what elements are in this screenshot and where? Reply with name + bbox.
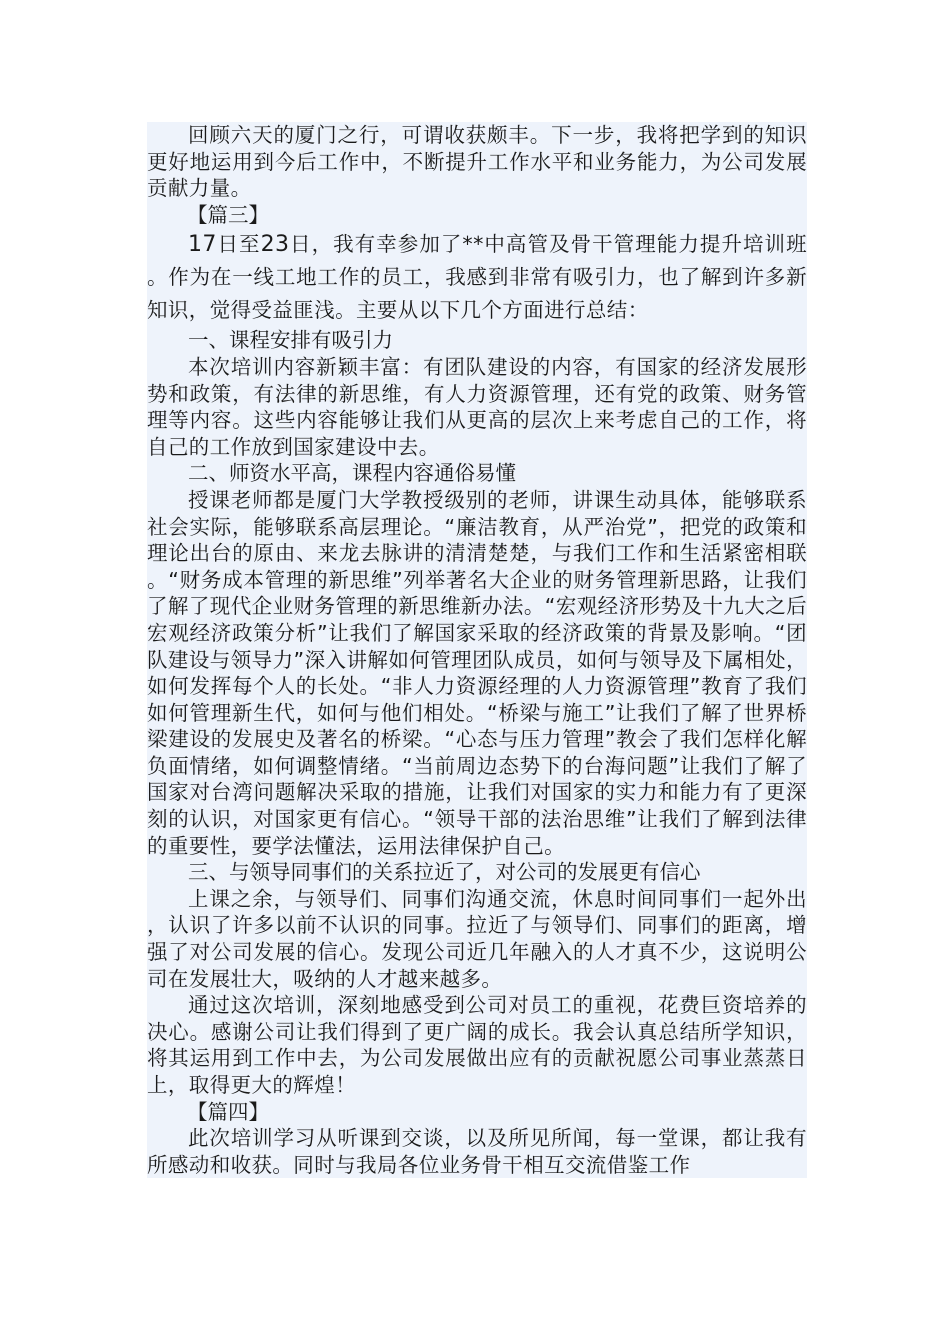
paragraph-course-content: 本次培训内容新颖丰富：有团队建设的内容，有国家的经济发展形势和政策，有法律的新思维，有人力资源管理，还有党的政策、财务管理等内容。这些内容能够让我们从更高的层次上来考虑自己的工作，将自己的工作放到国家建设中去。	[147, 354, 807, 459]
section-title-course-arrangement: 一、课程安排有吸引力	[188, 328, 393, 353]
paragraph-closing-summary: 回顾六天的厦门之行，可谓收获颇丰。下一步，我将把学到的知识更好地运用到今后工作中，不断提升工作水平和业务能力，为公司发展贡献力量。	[147, 123, 807, 201]
intro-text: 日，我有幸参加了**中高管及骨干管理能力提升培训班。作为在一线工地工作的员工，我感到非常有吸引力，也了解到许多新知识，觉得受益匪浅。主要从以下几个方面进行总结：	[147, 232, 807, 323]
paragraph-training-intro	[147, 228, 807, 327]
document-body	[147, 122, 807, 1178]
date-start: 17	[188, 232, 217, 258]
paragraph-colleagues-detail: 上课之余，与领导们、同事们沟通交流，休息时间同事们一起外出，认识了许多以前不认识的同事。拉近了与领导们、同事们的距离，增强了对公司发展的信心。发现公司近几年融入的人才真不少，这说明公司在发展壮大，吸纳的人才越来越多。	[147, 886, 807, 991]
date-connector: 日至	[216, 232, 261, 257]
section-heading-part-four: 【篇四】	[187, 1099, 269, 1124]
paragraph-part-four-start: 此次培训学习从听课到交谈，以及所见所闻，每一堂课，都让我有所感动和收获。同时与我局各位业务骨干相互交流借鉴工作	[147, 1126, 807, 1177]
section-title-teachers: 二、师资水平高，课程内容通俗易懂	[188, 461, 516, 486]
paragraph-teachers-detail: 授课老师都是厦门大学教授级别的老师，讲课生动具体，能够联系社会实际，能够联系高层理论。“廉洁教育，从严治党”，把党的政策和理论出台的原由、来龙去脉讲的清清楚楚，与我们工作和生活紧密相联。“财务成本管理的新思维”列举著名大企业的财务管理新思路，让我们了解了现代企业财务管理的新思维新办法。“宏观经济形势及十九大之后宏观经济政策分析”让我们了解国家采取的经济政策的背景及影响。“团队建设与领导力”深入讲解如何管理团队成员，如何与领导及下属相处，如何发挥每个人的长处。“非人力资源经理的人力资源管理”教育了我们如何管理新生代，如何与他们相处。“桥梁与施工”让我们了解了世界桥梁建设的发展史及著名的桥梁。“心态与压力管理”教会了我们怎样化解负面情绪，如何调整情绪。“当前周边态势下的台海问题”让我们了解了国家对台湾问题解决采取的措施，让我们对国家的实力和能力有了更深刻的认识，对国家更有信心。“领导干部的法治思维”让我们了解到法律的重要性，要学法懂法，运用法律保护自己。	[147, 487, 807, 858]
section-heading-part-three: 【篇三】	[187, 202, 269, 227]
section-title-colleagues: 三、与领导同事们的关系拉近了，对公司的发展更有信心	[188, 860, 701, 885]
paragraph-conclusion: 通过这次培训，深刻地感受到公司对员工的重视，花费巨资培养的决心。感谢公司让我们得到了更广阔的成长。我会认真总结所学知识，将其运用到工作中去，为公司发展做出应有的贡献祝愿公司事业蒸蒸日上，取得更大的辉煌！	[147, 993, 807, 1097]
date-end: 23	[260, 232, 290, 258]
